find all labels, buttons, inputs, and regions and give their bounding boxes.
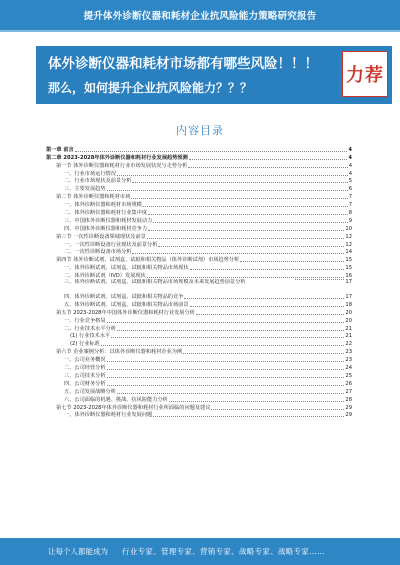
toc-entry-text: 三、体外诊断试剂、试剂盒、试纸和相关物品市场规模及未来发展趋势前景分析	[64, 279, 246, 286]
toc-leader-dots	[295, 279, 344, 280]
toc-leader-dots	[147, 238, 345, 239]
footer-bar	[0, 538, 400, 565]
toc-entry-text: 第三节 一次性诊断设备领域现状及前景	[56, 233, 146, 240]
toc-leader-dots	[153, 416, 344, 417]
toc-entry-page: 4	[348, 162, 352, 169]
toc-entry-text: (2) 行业标准	[70, 341, 100, 348]
footer-slogan: 让每个人都能成为	[48, 547, 108, 556]
toc-entry-text: 第一章 前言	[46, 146, 74, 153]
toc-entry-text: 一、体外诊断试剂、试剂盒、试纸和相关物品市场现状	[64, 265, 189, 272]
toc-entry[interactable]	[46, 200, 352, 208]
toc-entry-text: 三、主要发展趋势	[64, 186, 106, 193]
toc-leader-dots	[169, 401, 345, 402]
toc-entry[interactable]	[46, 300, 352, 308]
toc-leader-dots	[107, 385, 345, 386]
toc-leader-dots	[131, 198, 347, 199]
toc-entry-text: 五、公司发展战略分析	[64, 388, 116, 395]
toc-entry-text: 一、体外诊断仪器和耗材市场规模	[64, 202, 142, 209]
toc-entry-page: 7	[348, 194, 352, 201]
banner-headline: 体外诊断仪器和耗材市场都有哪些风险！！！	[48, 56, 318, 72]
toc-leader-dots	[117, 393, 345, 394]
toc-entry-page: 15	[345, 257, 352, 264]
toc-entry[interactable]	[46, 339, 352, 347]
toc-entry-page: 4	[348, 170, 352, 177]
toc-leader-dots	[107, 322, 345, 323]
toc-entry[interactable]	[46, 363, 352, 371]
toc-leader-dots	[107, 369, 345, 370]
toc-entry[interactable]	[46, 184, 352, 192]
toc-leader-dots	[117, 330, 345, 331]
toc-entry-page: 9	[348, 217, 352, 224]
toc-entry-page: 12	[345, 241, 352, 248]
toc-entry-text: 第七节 2023-2028年体外诊断仪器和耗材行业所面临的问题及建议	[56, 404, 211, 411]
toc-entry-page: 21	[345, 333, 352, 340]
footer-roles: 行业专家、管理专家、营销专家、战略专家、战略专家……	[122, 547, 325, 556]
toc-entry-page: 24	[345, 365, 352, 372]
toc-entry[interactable]	[46, 308, 352, 316]
toc-entry-text: 第一节 体外诊断仪器和耗材行业市场发展状况与走势分析	[56, 162, 188, 169]
toc-entry[interactable]	[46, 324, 352, 332]
toc-entry-page: 20	[345, 309, 352, 316]
toc-leader-dots	[240, 261, 344, 262]
toc-entry-text: 三、中国体外诊断仪器和耗材发展动力	[64, 217, 153, 224]
toc-entry-text: 三、公司技术分析	[64, 372, 106, 379]
toc-entry-text: 第二章 2023-2028年体外诊断仪器和耗材行业发展趋势预测	[46, 154, 188, 161]
toc-entry-text: 二、行业技术水平分析	[64, 325, 116, 332]
toc-leader-dots	[111, 337, 344, 338]
toc-entry-page: 14	[345, 249, 352, 256]
toc-entry[interactable]	[46, 263, 352, 271]
toc-entry[interactable]	[46, 255, 352, 263]
toc-entry[interactable]	[46, 240, 352, 248]
toc-leader-dots	[101, 345, 345, 346]
toc-entry-text: 第二节 体外诊断仪器和耗材市场	[56, 194, 131, 201]
toc-entry[interactable]	[46, 411, 352, 419]
toc-entry[interactable]	[46, 232, 352, 240]
toc-entry[interactable]	[46, 177, 352, 185]
toc-entry-text: 第五节 2023-2028年中国体外诊断仪器和耗材行业发展分析	[56, 309, 195, 316]
toc-entry-page: 28	[345, 396, 352, 403]
toc-leader-dots	[117, 175, 348, 176]
toc-entry[interactable]	[46, 403, 352, 411]
toc-entry-text: 一、一次性诊断设备行业现状及前景分析	[64, 241, 158, 248]
toc-entry-page: 23	[345, 349, 352, 356]
toc-entry-page: 17	[345, 279, 352, 286]
toc-entry[interactable]	[46, 292, 352, 300]
toc-leader-dots	[148, 214, 348, 215]
toc-entry[interactable]	[46, 355, 352, 363]
table-of-contents	[46, 145, 352, 535]
toc-entry-page: 15	[345, 265, 352, 272]
toc-entry-text: 第六节 企业案例分析：以体外诊断仪器和耗材企业为例	[56, 349, 183, 356]
toc-leader-dots	[132, 182, 347, 183]
toc-entry[interactable]	[46, 347, 352, 355]
toc-leader-dots	[188, 167, 347, 168]
banner-subheadline: 那么，如何提升企业抗风险能力？？？	[48, 81, 253, 95]
toc-entry-text: 一、体外诊断仪器和耗材行业发展问题	[64, 412, 153, 419]
toc-leader-dots	[107, 190, 348, 191]
toc-leader-dots	[132, 253, 344, 254]
toc-leader-dots	[107, 377, 345, 378]
toc-entry[interactable]	[46, 169, 352, 177]
promo-banner	[36, 46, 392, 104]
toc-leader-dots	[190, 269, 345, 270]
toc-entry-text: 四、中国体外诊断仪器和耗材竞争力	[64, 225, 148, 232]
toc-entry-page: 29	[345, 412, 352, 419]
toc-entry-page: 27	[345, 388, 352, 395]
toc-entry-text: 二、体外诊断仪器和耗材行业集中度	[64, 210, 148, 217]
toc-entry[interactable]	[46, 161, 352, 169]
toc-entry-text: 六、公司面临的机遇、挑战、抗风险能力分析	[64, 396, 168, 403]
toc-leader-dots	[147, 277, 345, 278]
toc-entry-page: 20	[345, 317, 352, 324]
toc-entry-page: 10	[345, 225, 352, 232]
toc-leader-dots	[148, 230, 344, 231]
toc-entry[interactable]	[46, 192, 352, 200]
toc-leader-dots	[75, 151, 348, 152]
toc-leader-dots	[158, 246, 344, 247]
toc-leader-dots	[211, 409, 344, 410]
toc-entry-text: 一、行业市场运行情况	[64, 170, 116, 177]
toc-leader-dots	[143, 206, 348, 207]
report-title: 提升体外诊断仪器和耗材企业抗风险能力策略研究报告	[83, 11, 317, 22]
toc-entry[interactable]	[46, 224, 352, 232]
recommend-stamp: 力荐	[342, 51, 388, 97]
toc-entry-page: 17	[345, 294, 352, 301]
toc-entry-page: 23	[345, 357, 352, 364]
toc-title: 内容目录	[176, 124, 224, 137]
toc-entry-text: 一、行业竞争格局	[64, 317, 106, 324]
toc-leader-dots	[189, 159, 348, 160]
toc-entry-page: 22	[345, 341, 352, 348]
toc-entry[interactable]	[46, 216, 352, 224]
toc-entry-text: 二、行业市场现状及前景分析	[64, 178, 132, 185]
toc-entry-page: 6	[348, 186, 352, 193]
toc-entry[interactable]	[46, 371, 352, 379]
toc-entry[interactable]	[46, 208, 352, 216]
toc-entry[interactable]	[46, 379, 352, 387]
toc-entry-text: 二、一次性诊断设备市场分析	[64, 249, 132, 256]
toc-entry-text: 一、公司业务概况	[64, 357, 106, 364]
toc-entry-text: 四、体外诊断试剂、试剂盒、试纸和相关物品的竞争	[64, 294, 184, 301]
toc-entry[interactable]	[46, 279, 352, 292]
toc-entry-text: 二、体外诊断试剂（IVD）发展现状	[64, 273, 146, 280]
toc-entry-page: 12	[345, 233, 352, 240]
toc-entry-text: (1) 行业技术水平	[70, 333, 111, 340]
toc-entry-text: 四、公司财务分析	[64, 380, 106, 387]
toc-entry-page: 21	[345, 325, 352, 332]
toc-entry[interactable]	[46, 395, 352, 403]
toc-entry-page: 7	[348, 202, 352, 209]
toc-entry-page: 16	[345, 273, 352, 280]
toc-entry-page: 26	[345, 380, 352, 387]
toc-entry-page: 25	[345, 372, 352, 379]
toc-entry-page: 4	[348, 146, 352, 153]
toc-entry-page: 4	[348, 154, 352, 161]
toc-entry-text: 二、公司经营分析	[64, 365, 106, 372]
toc-leader-dots	[107, 361, 345, 362]
toc-entry-page: 29	[345, 404, 352, 411]
toc-entry[interactable]	[46, 145, 352, 153]
toc-entry[interactable]	[46, 387, 352, 395]
toc-entry[interactable]	[46, 271, 352, 279]
toc-entry-page: 5	[348, 178, 352, 185]
toc-entry[interactable]	[46, 316, 352, 324]
toc-entry[interactable]	[46, 248, 352, 256]
toc-leader-dots	[153, 222, 347, 223]
toc-leader-dots	[196, 314, 345, 315]
toc-entry[interactable]	[46, 153, 352, 161]
report-header	[0, 0, 400, 30]
toc-entry-text: 五、体外诊断试剂、试剂盒、试纸和相关物品市场前景	[64, 301, 189, 308]
toc-leader-dots	[183, 353, 344, 354]
toc-entry[interactable]	[46, 332, 352, 340]
toc-leader-dots	[184, 298, 344, 299]
toc-entry-page: 18	[345, 301, 352, 308]
toc-leader-dots	[190, 306, 345, 307]
toc-entry-text: 第四节 体外诊断试剂、试剂盒、试纸和相关物品（体外诊断试剂）市场趋势分析	[56, 257, 240, 264]
toc-entry-page: 8	[348, 210, 352, 217]
